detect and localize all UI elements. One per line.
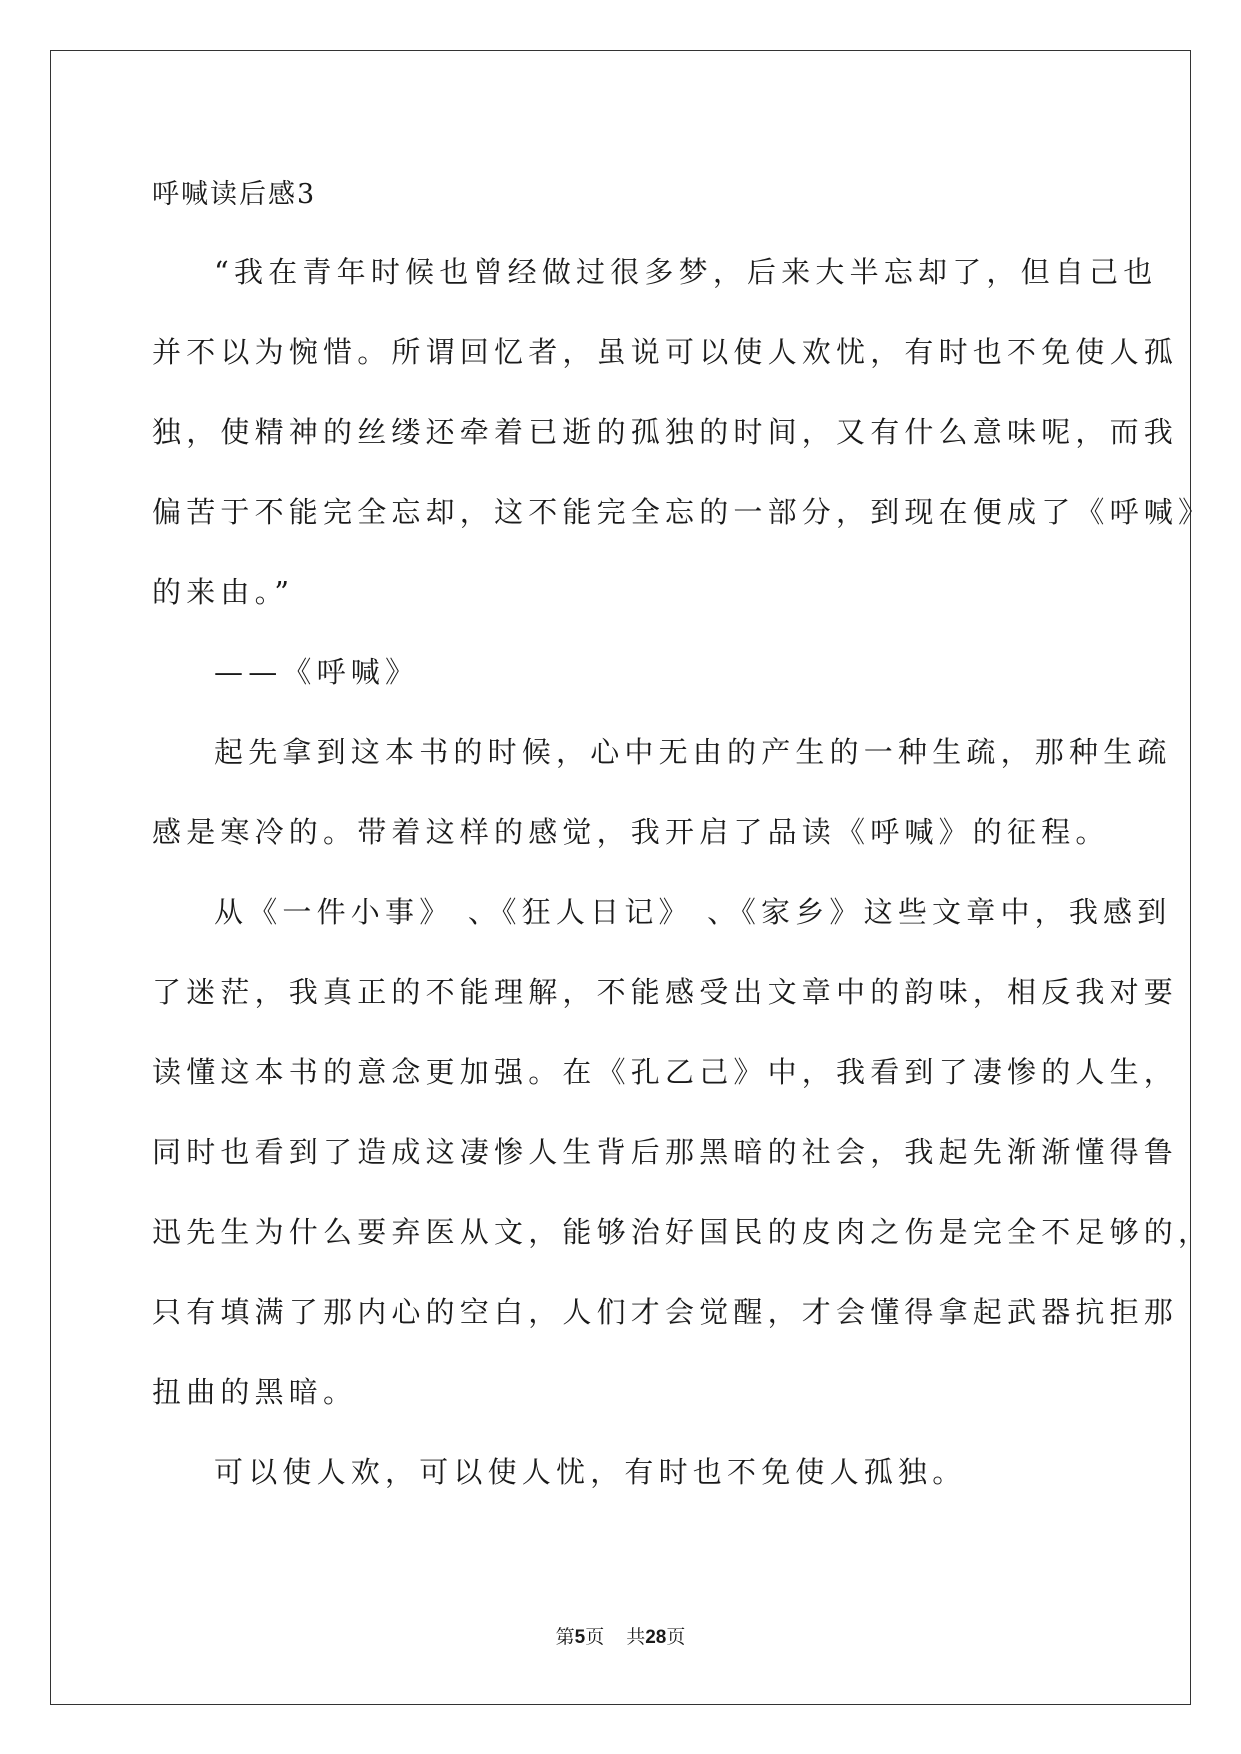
footer-total-pages: 28: [645, 1627, 667, 1648]
footer-page-prefix: 第: [555, 1626, 575, 1648]
footer-total-suffix: 页: [666, 1626, 686, 1648]
paragraph-4-line-1: 可以使人欢，可以使人忧，有时也不免使人孤独。: [214, 1455, 967, 1489]
footer-page-suffix: 页: [585, 1626, 605, 1648]
paragraph-3-line-3: 读懂这本书的意念更加强。在《孔乙己》中，我看到了凄惨的人生，: [152, 1055, 1179, 1089]
page-footer: [0, 1622, 1241, 1649]
paragraph-3-line-1: 从《一件小事》 、《狂人日记》 、《家乡》这些文章中，我感到: [214, 895, 1172, 929]
document-title: 呼喊读后感3: [152, 179, 317, 210]
paragraph-3-line-6: 只有填满了那内心的空白，人们才会觉醒，才会懂得拿起武器抗拒那: [152, 1295, 1179, 1329]
paragraph-3-line-2: 了迷茫，我真正的不能理解，不能感受出文章中的韵味，相反我对要: [152, 975, 1179, 1009]
paragraph-3-line-4: 同时也看到了造成这凄惨人生背后那黑暗的社会，我起先渐渐懂得鲁: [152, 1135, 1179, 1169]
footer-total-prefix: 共: [626, 1626, 646, 1648]
paragraph-3-line-5: 迅先生为什么要弃医从文，能够治好国民的皮肉之伤是完全不足够的，: [152, 1215, 1213, 1249]
paragraph-1-line-3: 独，使精神的丝缕还牵着已逝的孤独的时间，又有什么意味呢，而我: [152, 415, 1179, 449]
paragraph-1-line-2: 并不以为惋惜。所谓回忆者，虽说可以使人欢忧，有时也不免使人孤: [152, 335, 1179, 369]
paragraph-2-line-2: 感是寒冷的。带着这样的感觉，我开启了品读《呼喊》的征程。: [152, 815, 1110, 849]
quote-attribution: ——《呼喊》: [214, 655, 420, 689]
paragraph-3-line-7: 扭曲的黑暗。: [152, 1375, 358, 1409]
paragraph-1-line-1: “我在青年时候也曾经做过很多梦，后来大半忘却了，但自己也: [214, 255, 1158, 289]
footer-page-number: 5: [574, 1627, 586, 1648]
paragraph-1-line-5: 的来由。”: [152, 575, 295, 609]
paragraph-2-line-1: 起先拿到这本书的时候，心中无由的产生的一种生疏，那种生疏: [214, 735, 1172, 769]
paragraph-1-line-4: 偏苦于不能完全忘却，这不能完全忘的一部分，到现在便成了《呼喊》: [152, 495, 1213, 529]
